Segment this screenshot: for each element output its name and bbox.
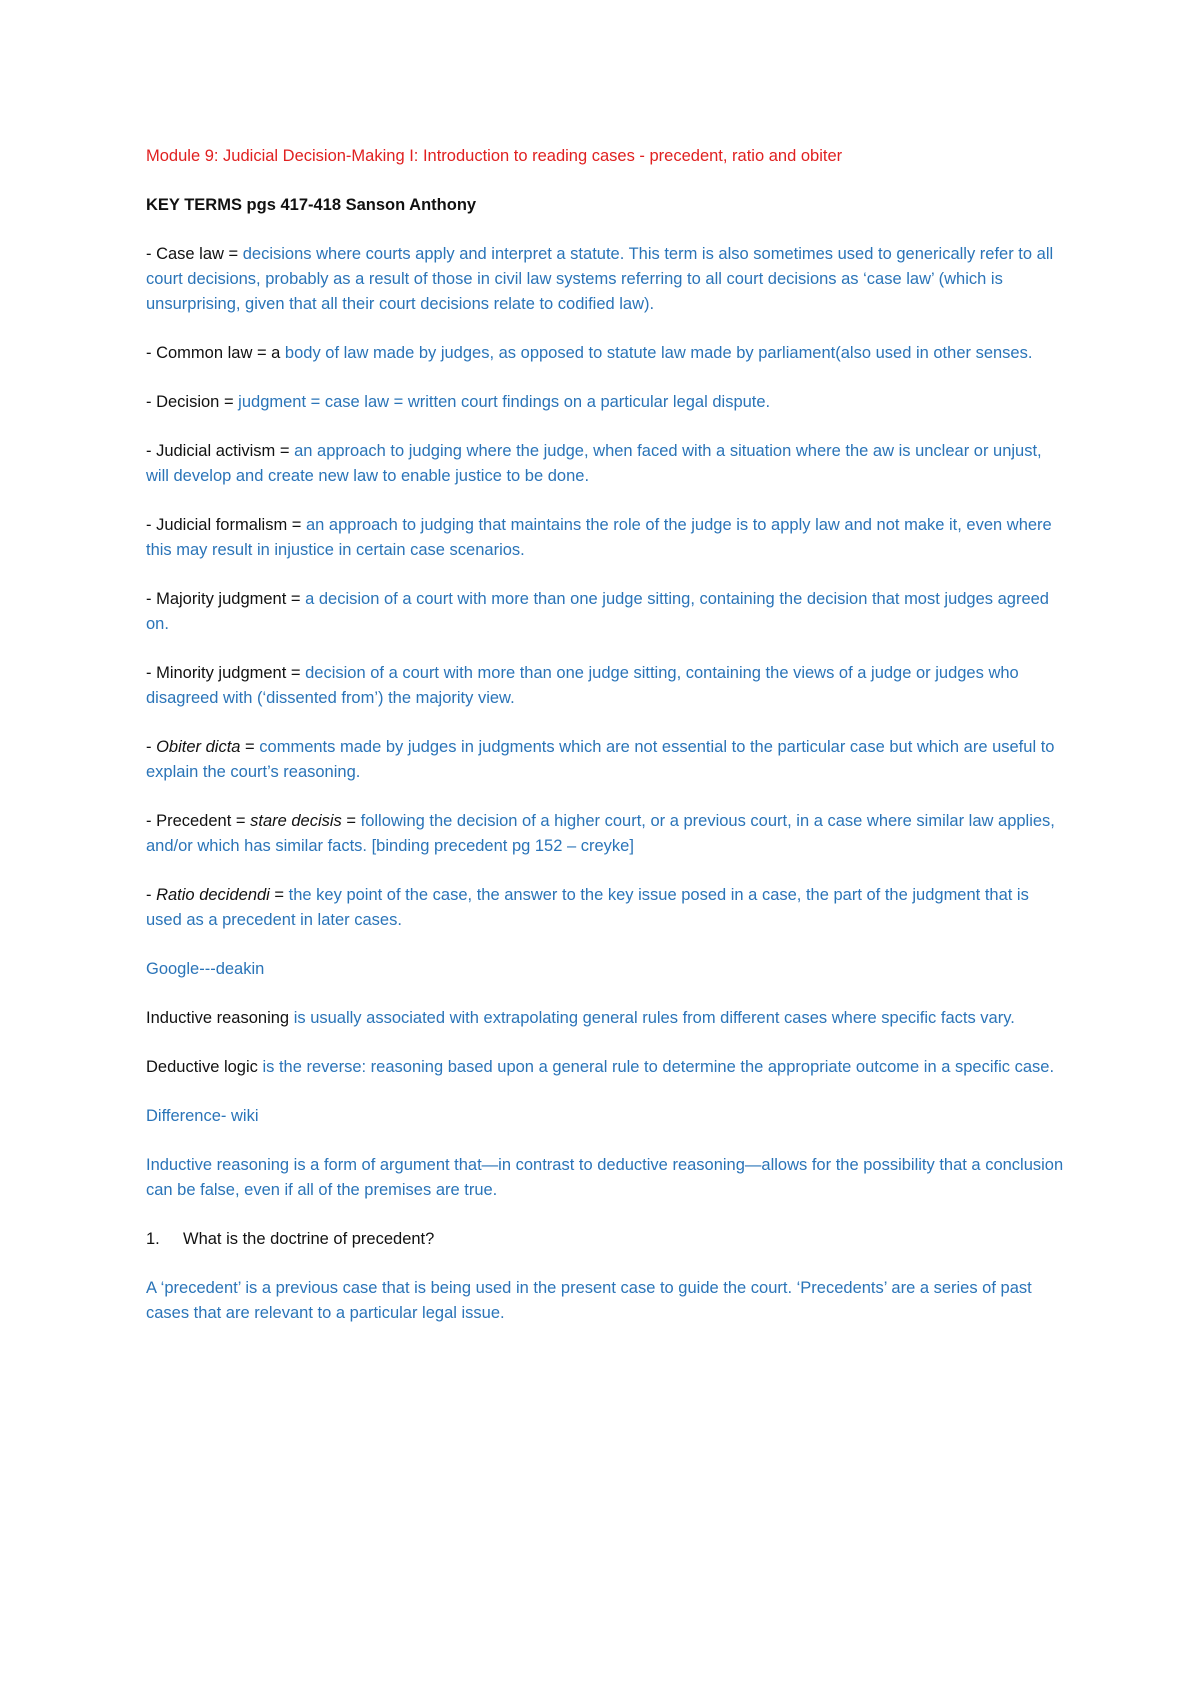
term-label: - Common law = a <box>146 344 285 362</box>
term-definition: an approach to judging where the judge, when faced with a situation where the aw is unclear or unjust, will develop and create new law to enable justice to be done. <box>146 442 1042 485</box>
term-definition: body of law made by judges, as opposed to statute law made by parliament(also used in other senses. <box>284 344 1033 362</box>
term-definition: an approach to judging that maintains the role of the judge is to apply law and not make it, even where this may result in injustice in certain case scenarios. <box>146 516 1052 559</box>
term-definition: judgment = case law = written court findings on a particular legal dispute. <box>238 393 771 411</box>
question-text: What is the doctrine of precedent? <box>183 1230 435 1248</box>
google-note: Google---deakin <box>146 960 265 978</box>
answer-text: A ‘precedent’ is a previous case that is being used in the present case to guide the court. ‘Precedents’ are a series of past cases that are relevant to a particular legal issue. <box>146 1279 1032 1322</box>
term-definition: a decision of a court with more than one judge sitting, containing the decision that most judges agreed on. <box>146 590 1049 633</box>
term-ratio-decidendi <box>146 883 1066 933</box>
inductive-term: Inductive reasoning <box>146 1009 290 1027</box>
term-label: - Precedent = <box>146 812 251 830</box>
term-latin: stare decisis <box>250 812 342 830</box>
term-equals: = <box>269 886 289 904</box>
term-label: - Case law = <box>146 245 243 263</box>
term-dash: - <box>146 886 157 904</box>
term-label: Obiter dicta <box>156 738 241 756</box>
term-majority-judgment <box>146 587 1066 637</box>
deductive-term: Deductive logic <box>146 1058 258 1076</box>
term-label: - Judicial activism = <box>146 442 295 460</box>
difference-text: Inductive reasoning is a form of argument that—in contrast to deductive reasoning—allows for the possibility that a conclusion can be false, even if all of the premises are true. <box>146 1156 1064 1199</box>
deductive-definition: is the reverse: reasoning based upon a general rule to determine the appropriate outcome in a specific case. <box>257 1058 1055 1076</box>
term-label: - Judicial formalism = <box>146 516 306 534</box>
term-dash: - <box>146 738 157 756</box>
question-number: 1. <box>146 1230 160 1248</box>
term-precedent <box>146 809 1066 859</box>
document-page <box>146 144 1066 1350</box>
term-minority-judgment <box>146 661 1066 711</box>
term-judicial-formalism <box>146 513 1066 563</box>
term-judicial-activism <box>146 439 1066 489</box>
term-label: Ratio decidendi <box>156 886 270 904</box>
term-decision <box>146 390 1066 415</box>
deductive-logic <box>146 1055 1066 1080</box>
inductive-reasoning <box>146 1006 1066 1031</box>
term-case-law <box>146 242 1066 317</box>
term-obiter-dicta <box>146 735 1066 785</box>
term-equals: = <box>240 738 260 756</box>
term-definition: decisions where courts apply and interpret a statute. This term is also sometimes used to generically refer to all court decisions, probably as a result of those in civil law systems referring to all court decisions as ‘case law’ (which is unsurprising, given that all their court decisions relate to codified law). <box>146 245 1054 313</box>
term-definition: decision of a court with more than one judge sitting, containing the views of a judge or judges who disagreed with (‘dissented from’) the majority view. <box>146 664 1019 707</box>
term-common-law <box>146 341 1066 366</box>
term-equals: = <box>341 812 361 830</box>
inductive-definition: is usually associated with extrapolating general rules from different cases where specific facts vary. <box>289 1009 1015 1027</box>
module-title: Module 9: Judicial Decision-Making I: Introduction to reading cases - precedent, ratio and obiter <box>146 147 843 165</box>
key-terms-heading: KEY TERMS pgs 417-418 Sanson Anthony <box>146 196 477 214</box>
term-label: - Decision = <box>146 393 239 411</box>
term-definition: the key point of the case, the answer to the key issue posed in a case, the part of the judgment that is used as a precedent in later cases. <box>146 886 1029 929</box>
question-1 <box>146 1227 1066 1252</box>
term-label: - Majority judgment = <box>146 590 306 608</box>
term-label: - Minority judgment = <box>146 664 306 682</box>
difference-note: Difference- wiki <box>146 1107 259 1125</box>
term-definition: following the decision of a higher court, or a previous court, in a case where similar law applies, and/or which has similar facts. [binding precedent pg 152 – creyke] <box>146 812 1055 855</box>
term-definition: comments made by judges in judgments which are not essential to the particular case but which are useful to explain the court’s reasoning. <box>146 738 1055 781</box>
